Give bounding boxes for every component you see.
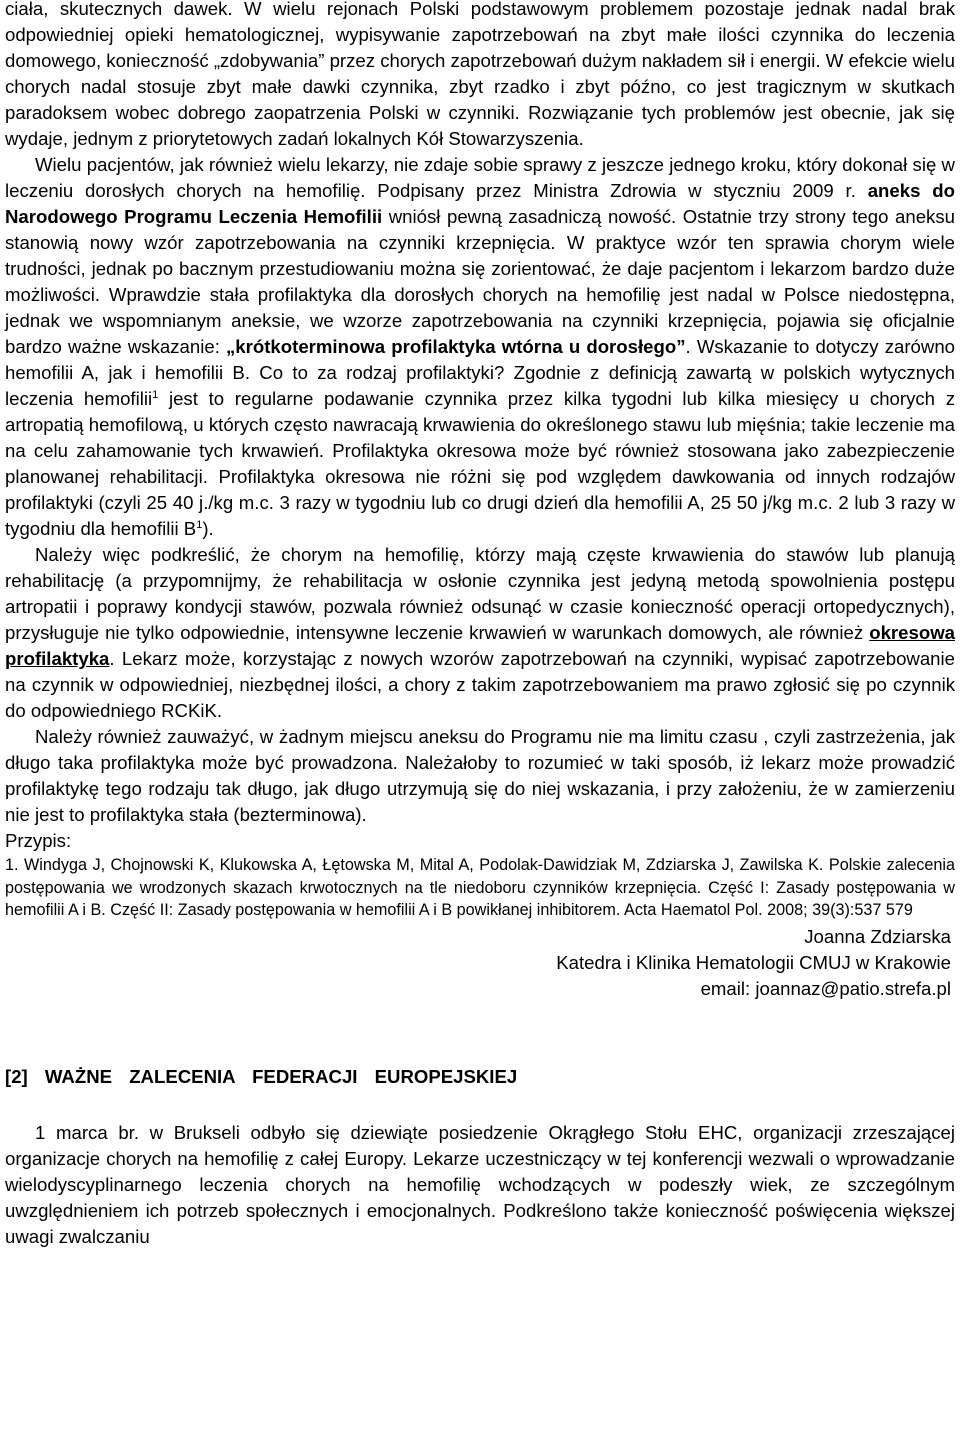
text-run: . Lekarz może, korzystając z nowych wzorów zapotrzebowań na czynniki, wypisać zapotrzebowanie na czynnik w odpowiedniej, niezbędnej ilości, a chory z takim zapotrzebowaniem ma prawo zgłosić się po czynnik do odpowiedniego RCKiK. [5,648,955,721]
author-email: email: joannaz@patio.strefa.pl [700,977,951,999]
text-run: Należy również zauważyć, w żadnym miejscu aneksu do Programu nie ma limitu czasu , czyli zastrzeżenia, jak długo taka profilaktyka może być prowadzona. Należałoby to rozumieć w taki sposób, iż lekarz może prowadzić profilaktykę tego rodzaju tak długo, jak długo utrzymują się do niej wskazania, i przy założeniu, że w zamierzeniu nie jest to profilaktyka stała (bezterminowa). [5,726,955,825]
bold-text: „krótkoterminowa profilaktyka wtórna u dorosłego” [226,336,686,357]
paragraph-2 [5,152,955,542]
underlined-text: okresowa profilaktyka [5,622,955,669]
text-run: ciała, skutecznych dawek. W wielu rejonach Polski podstawowym problemem pozostaje jednak nadal brak odpowiedniej opieki hematologicznej, wypisywanie zapotrzebowań na zbyt małe ilości czynnika do leczenia domowego, konieczność „zdobywania” przez chorych zapotrzebowań dużym nakładem sił i energii. W efekcie wielu chorych nadal stosuje zbyt małe dawki czynnika, zbyt rzadko i zbyt późno, co jest tragicznym w skutkach paradoksem wobec dobrego zaopatrzenia Polski w czynniki. Rozwiązanie tych problemów jest obecnie, jak się wydaje, jednym z priorytetowych zadań lokalnych Kół Stowarzyszenia. [5,0,955,149]
section-2-paragraph: 1 marca br. w Brukseli odbyło się dziewiąte posiedzenie Okrągłego Stołu EHC, organizacji zrzeszającej organizacje chorych na hemofilię z całej Europy. Lekarze uczestniczący w tej konferencji wezwali o wprowadzanie wielodyscyplinarnego leczenia chorych na hemofilię wchodzących w podeszły wiek, ze szczególnym uwzględnieniem ich potrzeb społecznych i emocjonalnych. Podkreślono także konieczność poświęcenia większej uwagi zwalczaniu [5,1121,955,1247]
text-run: . Wskazanie to dotyczy zarówno hemofilii A, jak i hemofilii B. Co to za rodzaj profilaktyki? Zgodnie z definicją zawartą w polskich wytycznych leczenia hemofilii [5,336,955,409]
bold-text: aneks do Narodowego Programu Leczenia Hemofilii [5,180,955,227]
footnote-ref: 1 [196,518,203,531]
footnote-heading: Przypis: [5,830,72,851]
text-run: Należy więc podkreślić, że chorym na hemofilię, którzy mają częste krwawienia do stawów lub planują rehabilitację (a przypomnijmy, że rehabilitacja w osłonie czynnika jest jedyną metodą spowolnienia postępu artropatii i poprawy kondycji stawów, pozwala również odsunąć w czasie konieczność operacji ortopedycznych), przysługuje nie tylko odpowiednie, intensywne leczenie krwawień w warunkach domowych, ale również [5,544,955,643]
paragraph-3 [5,542,955,724]
text-run: Wielu pacjentów, jak również wielu lekarzy, nie zdaje sobie sprawy z jeszcze jednego kroku, który dokonał się w leczeniu dorosłych chorych na hemofilię. Podpisany przez Ministra Zdrowia w styczniu 2009 r. [5,154,955,201]
text-run: wniósł pewną zasadniczą nowość. Ostatnie trzy strony tego aneksu stanowią nowy wzór zapotrzebowania na czynniki krzepnięcia. W praktyce wzór ten sprawia chorym wiele trudności, jednak po bacznym przestudiowaniu można się zorientować, że daje pacjentom i lekarzom bardzo duże możliwości. Wprawdzie stała profilaktyka dla dorosłych chorych na hemofilię jest nadal w Polsce niedostępna, jednak we wspomnianym aneksie, we wzorze zapotrzebowania na czynniki krzepnięcia, pojawia się oficjalnie bardzo ważne wskazanie: [5,206,955,357]
author-affiliation: Katedra i Klinika Hematologii CMUJ w Krakowie [556,951,951,973]
text-run: jest to regularne podawanie czynnika przez kilka tygodni lub kilka miesięcy u chorych z artropatią hemofilową, u których często nawracają krwawienia do określonego stawu lub mięśnia; takie leczenie ma na celu zahamowanie tych krwawień. Profilaktyka okresowa może być również stosowana jako zabezpieczenie planowanej rehabilitacji. Profilaktyka okresowa nie różni się pod względem dawkowania od innych rodzajów profilaktyki (czyli 25 40 j./kg m.c. 3 razy w tygodniu lub co drugi dzień dla hemofilii A, 25 50 j/kg m.c. 2 lub 3 razy w tygodniu dla hemofilii B [5,388,955,539]
text-run: ). [202,518,214,539]
paragraph-1 [5,0,955,152]
footnote-text: 1. Windyga J, Chojnowski K, Klukowska A, Łętowska M, Mital A, Podolak-Dawidziak M, Zdziarska J, Zawilska K. Polskie zalecenia postępowania we wrodzonych skazach krwotocznych na tle niedoboru czynników krzepnięcia. Część I: Zasady postępowania w hemofilii A i B. Część II: Zasady postępowania w hemofilii A i B powikłanej inhibitorem. Acta Haematol Pol. 2008; 39(3):537 579 [5,856,955,919]
paragraph-4 [5,724,955,828]
author-name: Joanna Zdziarska [804,925,951,947]
section-heading: [2] WAŻNE ZALECENIA FEDERACJI EUROPEJSKIEJ [5,1065,518,1087]
signature-block [5,924,955,1002]
footnote-ref: 1 [152,388,159,401]
